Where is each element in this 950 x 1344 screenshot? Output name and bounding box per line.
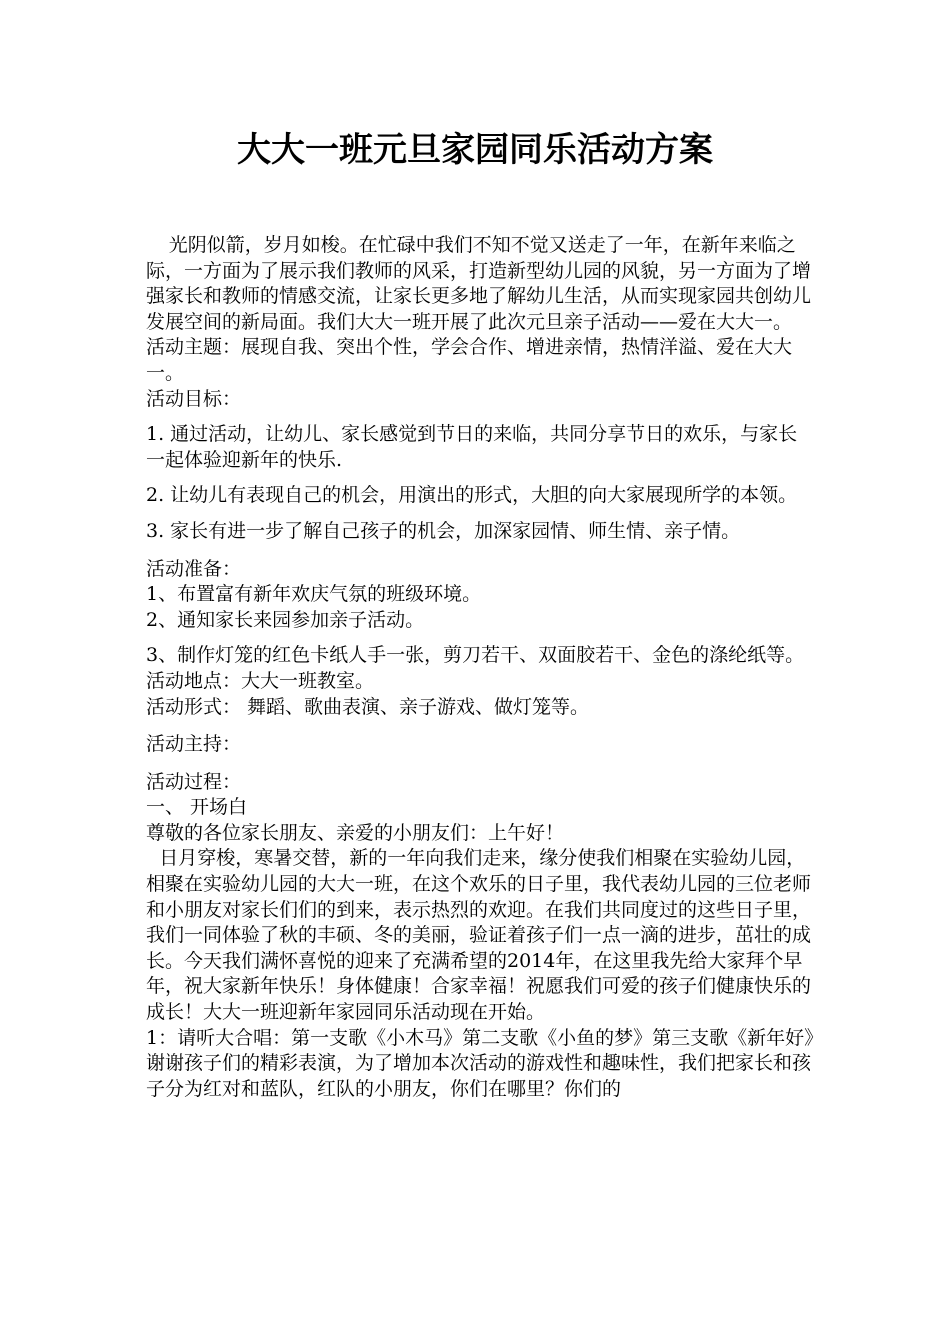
activity-host: 活动主持： xyxy=(146,733,242,756)
opening-heading: 一、 开场白 xyxy=(146,796,248,819)
preparation-item-1: 1、布置富有新年欢庆气氛的班级环境。 xyxy=(146,583,482,606)
goal-item-2: 2. 让幼儿有表现自己的机会，用演出的形式，大胆的向大家展现所学的本领。 xyxy=(146,484,798,507)
activity-theme: 活动主题：展现自我、突出个性，学会合作、增进亲情，热情洋溢、爱在大大一。 xyxy=(146,336,793,384)
activity-goals-heading: 活动目标： xyxy=(146,387,242,410)
activity-process-heading: 活动过程： xyxy=(146,770,242,793)
preparation-item-2: 2、通知家长来园参加亲子活动。 xyxy=(146,608,425,631)
goal-item-1: 1. 通过活动，让幼儿、家长感觉到节日的来临，共同分享节日的欢乐，与家长一起体验迎新年的快乐. xyxy=(146,423,798,471)
goal-item-3: 3. 家长有进一步了解自己孩子的机会，加深家园情、师生情、亲子情。 xyxy=(146,519,741,542)
opening-speech: 日月穿梭，寒暑交替，新的一年向我们走来，缘分使我们相聚在实验幼儿园，相聚在实验幼儿园的大大一班，在这个欢乐的日子里，我代表幼儿园的三位老师和小朋友对家长们们的到来，表示热烈的欢迎。在我们共同度过的这些日子里，我们一同体验了秋的丰硕、冬的美丽，验证着孩子们一点一滴的进步，茁壮的成长。今天我们满怀喜悦的迎来了充满希望的2014年，在这里我先给大家拜个早年，祝大家新年快乐！身体健康！合家幸福！祝愿我们可爱的孩子们健康快乐的成长！大大一班迎新年家园同乐活动现在开始。 xyxy=(146,847,812,1024)
activity-format: 活动形式： 舞蹈、歌曲表演、亲子游戏、做灯笼等。 xyxy=(146,695,590,718)
document-title: 大大一班元旦家园同乐活动方案 xyxy=(237,130,713,170)
document-body xyxy=(146,233,824,1102)
teams-paragraph: 谢谢孩子们的精彩表演，为了增加本次活动的游戏性和趣味性，我们把家长和孩子分为红对和蓝队，红队的小朋友，你们在哪里？你们的 xyxy=(146,1052,812,1100)
preparation-heading: 活动准备： xyxy=(146,557,242,580)
activity-location: 活动地点：大大一班教室。 xyxy=(146,669,375,692)
chorus-item: 1：请听大合唱：第一支歌《小木马》第二支歌《小鱼的梦》第三支歌《新年好》 xyxy=(146,1026,824,1049)
intro-paragraph: 光阴似箭，岁月如梭。在忙碌中我们不知不觉又送走了一年，在新年来临之际，一方面为了展示我们教师的风采，打造新型幼儿园的风貌，另一方面为了增强家长和教师的情感交流，让家长更多地了解幼儿生活，从而实现家园共创幼儿发展空间的新局面。我们大大一班开展了此次元旦亲子活动——爱在大大一。 xyxy=(146,234,812,333)
preparation-item-3: 3、制作灯笼的红色卡纸人手一张，剪刀若干、双面胶若干、金色的涤纶纸等。 xyxy=(146,644,805,667)
greeting-line: 尊敬的各位家长朋友、亲爱的小朋友们：上午好！ xyxy=(146,821,565,844)
